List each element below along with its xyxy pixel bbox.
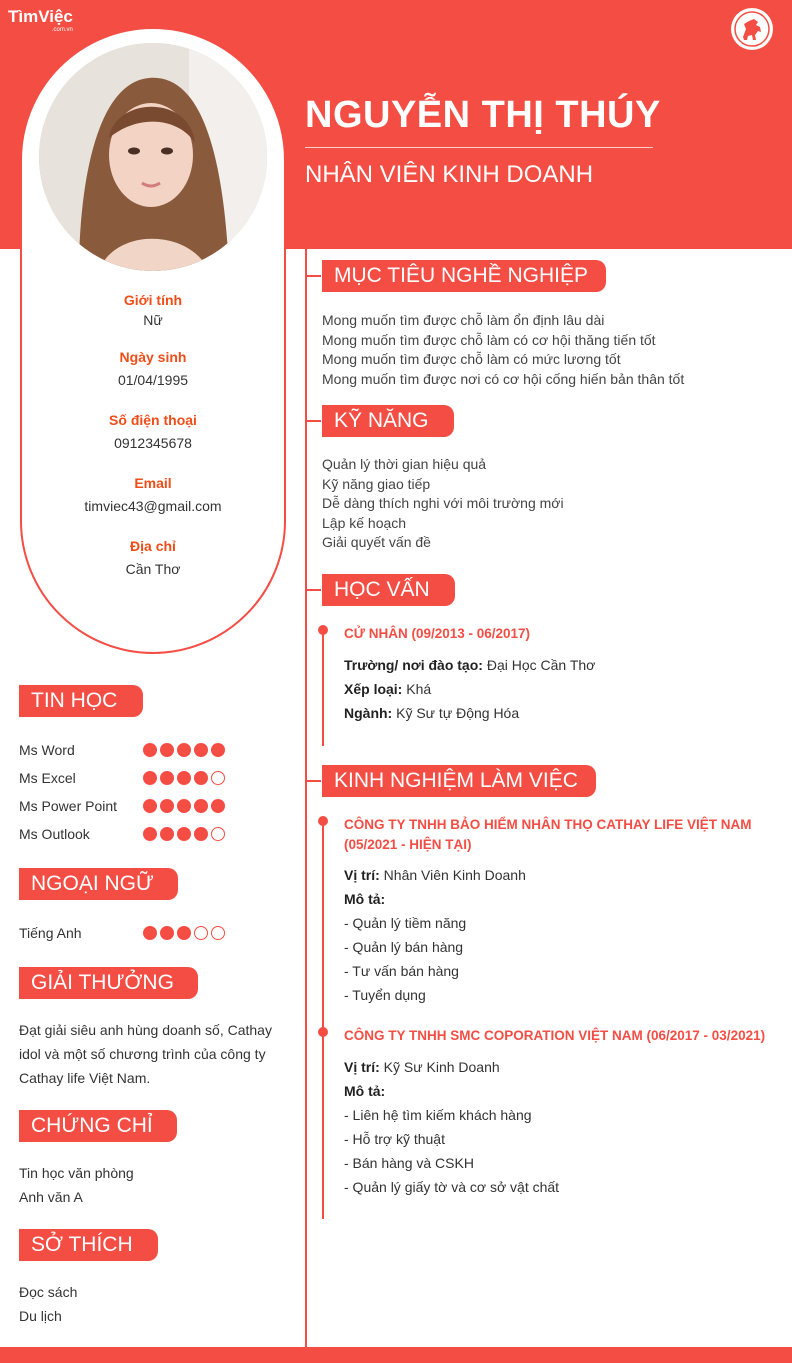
timeline-line xyxy=(322,630,324,746)
dob-label: Ngày sinh xyxy=(119,349,187,365)
job-position xyxy=(344,1055,500,1079)
skill-line: Kỹ năng giao tiếp xyxy=(322,475,431,492)
awards-heading: GIẢI THƯỞNG xyxy=(19,967,198,999)
education-heading: HỌC VẤN xyxy=(322,574,455,606)
job-task: - Bán hàng và CSKH xyxy=(344,1155,474,1171)
rating-name: Ms Word xyxy=(19,742,75,758)
rating-dot-filled xyxy=(177,771,191,785)
rating-dot-filled xyxy=(194,743,208,757)
rating-dot-empty xyxy=(211,771,225,785)
rating-dot-empty xyxy=(194,926,208,940)
rating-dots xyxy=(143,827,228,841)
job-company: CÔNG TY TNHH SMC COPORATION VIỆT NAM (06/2017 - 03/2021) xyxy=(344,1028,766,1043)
job-company: CÔNG TY TNHH BẢO HIỂM NHÂN THỌ CATHAY LIFE VIỆT NAM xyxy=(344,817,752,832)
job-task: - Quản lý tiềm năng xyxy=(344,915,467,931)
awards-text xyxy=(19,1018,272,1090)
email-block xyxy=(22,475,284,514)
major-value: Kỹ Sư tự Động Hóa xyxy=(396,705,520,721)
logo-brand: TìmViệc xyxy=(8,7,73,26)
skills-text xyxy=(322,455,564,553)
gender-block xyxy=(22,292,284,328)
section-tick xyxy=(307,420,321,422)
hobby-item: Du lịch xyxy=(19,1308,62,1324)
objective-line: Mong muốn tìm được chỗ làm ổn định lâu dài xyxy=(322,312,605,328)
major-label: Ngành: xyxy=(344,705,393,721)
rating-dot-filled xyxy=(160,827,174,841)
rating-dot-empty xyxy=(211,827,225,841)
job-task: - Quản lý bán hàng xyxy=(344,939,464,955)
position-value: Nhân Viên Kinh Doanh xyxy=(383,867,526,883)
job-desc-label xyxy=(344,887,385,911)
timeline-dot xyxy=(318,1027,328,1037)
rating-dot-filled xyxy=(143,771,157,785)
experience-heading: KINH NGHIỆM LÀM VIỆC xyxy=(322,765,596,797)
dob-block xyxy=(22,349,284,388)
rank-label: Xếp loại: xyxy=(344,681,403,697)
section-tick xyxy=(307,275,321,277)
rating-row xyxy=(19,768,239,788)
rating-dot-filled xyxy=(211,743,225,757)
rating-row xyxy=(19,824,239,844)
job-task: - Liên hệ tìm kiếm khách hàng xyxy=(344,1107,532,1123)
rating-name: Tiếng Anh xyxy=(19,925,82,941)
skills-heading: KỸ NĂNG xyxy=(322,405,454,437)
job-title xyxy=(344,815,752,855)
certificates-list xyxy=(19,1161,134,1209)
language-heading: NGOẠI NGỮ xyxy=(19,868,178,900)
rating-dot-filled xyxy=(143,743,157,757)
rating-dot-filled xyxy=(160,926,174,940)
rating-dot-filled xyxy=(194,827,208,841)
job-period: (05/2021 - HIỆN TẠI) xyxy=(344,837,472,852)
awards-line: Đạt giải siêu anh hùng doanh số, Cathay xyxy=(19,1022,272,1038)
email-value: timviec43@gmail.com xyxy=(84,498,222,514)
rating-dot-filled xyxy=(211,799,225,813)
section-tick xyxy=(307,780,321,782)
position-value: Kỹ Sư Kinh Doanh xyxy=(383,1059,500,1075)
gender-label: Giới tính xyxy=(123,292,183,308)
skill-line: Quản lý thời gian hiệu quả xyxy=(322,456,487,472)
section-tick xyxy=(307,589,321,591)
horse-logo-icon xyxy=(731,8,773,50)
job-task: - Tuyển dụng xyxy=(344,987,426,1003)
dob-value: 01/04/1995 xyxy=(117,372,189,388)
education-major xyxy=(344,701,519,725)
education-entry-title: CỬ NHÂN (09/2013 - 06/2017) xyxy=(344,626,531,641)
awards-line: Cathay life Việt Nam. xyxy=(19,1070,151,1086)
rating-dot-filled xyxy=(143,827,157,841)
rating-dot-filled xyxy=(143,799,157,813)
site-logo[interactable] xyxy=(8,8,73,33)
objective-line: Mong muốn tìm được nơi có cơ hội cống hiến bản thân tốt xyxy=(322,370,685,387)
address-label: Địa chỉ xyxy=(130,538,176,554)
education-school xyxy=(344,653,595,677)
address-value: Cần Thơ xyxy=(125,561,181,577)
rating-dot-filled xyxy=(143,926,157,940)
rating-dot-filled xyxy=(177,743,191,757)
job-task: - Hỗ trợ kỹ thuật xyxy=(344,1131,445,1147)
name-divider xyxy=(305,147,653,148)
education-rank xyxy=(344,677,431,701)
address-block xyxy=(22,538,284,577)
job-task: - Quản lý giấy tờ và cơ sở vật chất xyxy=(344,1179,560,1195)
rating-name: Ms Power Point xyxy=(19,798,118,814)
profile-card xyxy=(20,27,286,654)
rating-row xyxy=(19,923,239,943)
avatar xyxy=(39,43,267,271)
rating-dot-filled xyxy=(194,799,208,813)
rating-dot-filled xyxy=(160,743,174,757)
certificate-item: Tin học văn phòng xyxy=(19,1165,134,1181)
candidate-title: NHÂN VIÊN KINH DOANH xyxy=(305,161,594,188)
rating-dots xyxy=(143,771,228,785)
job-position xyxy=(344,863,526,887)
desc-label: Mô tả: xyxy=(344,891,386,907)
rating-dots xyxy=(143,743,228,757)
skill-line: Lập kế hoạch xyxy=(322,514,407,531)
job-task: - Tư vấn bán hàng xyxy=(344,963,459,979)
objective-text xyxy=(322,311,684,389)
objective-line: Mong muốn tìm được chỗ làm có mức lương tốt xyxy=(322,351,621,367)
skill-line: Giải quyết vấn đề xyxy=(322,534,431,550)
certificates-heading: CHỨNG CHỈ xyxy=(19,1110,177,1142)
footer-band xyxy=(0,1347,792,1363)
phone-block xyxy=(22,412,284,451)
rating-row xyxy=(19,796,239,816)
job-desc-label xyxy=(344,1079,385,1103)
hobbies-heading: SỞ THÍCH xyxy=(19,1229,158,1261)
skill-line: Dễ dàng thích nghi với môi trường mới xyxy=(322,495,564,511)
school-value: Đại Học Cần Thơ xyxy=(486,657,596,673)
timeline-dot xyxy=(318,625,328,635)
rating-name: Ms Excel xyxy=(19,770,76,786)
rating-dot-filled xyxy=(160,799,174,813)
rating-dot-empty xyxy=(211,926,225,940)
rating-dot-filled xyxy=(177,827,191,841)
hobbies-list xyxy=(19,1280,77,1328)
certificate-item: Anh văn A xyxy=(19,1189,83,1205)
job-title xyxy=(344,1026,765,1046)
candidate-name: NGUYỄN THỊ THÚY xyxy=(305,94,661,136)
it-heading: TIN HỌC xyxy=(19,685,143,717)
timeline-dot xyxy=(318,816,328,826)
hobby-item: Đọc sách xyxy=(19,1284,78,1300)
rating-dot-filled xyxy=(160,771,174,785)
rating-dots xyxy=(143,799,228,813)
rating-row xyxy=(19,740,239,760)
objective-line: Mong muốn tìm được chỗ làm có cơ hội thăng tiến tốt xyxy=(322,331,656,348)
timeline-line xyxy=(322,821,324,1219)
phone-value: 0912345678 xyxy=(114,435,192,451)
column-divider xyxy=(305,249,307,1347)
logo-sub: .com.vn xyxy=(51,27,73,33)
rating-dot-filled xyxy=(177,799,191,813)
rating-dots xyxy=(143,926,228,940)
awards-line: idol và một số chương trình của công ty xyxy=(19,1046,266,1062)
gender-value: Nữ xyxy=(143,312,163,328)
rating-name: Ms Outlook xyxy=(19,826,90,842)
phone-label: Số điện thoại xyxy=(109,412,197,428)
school-label: Trường/ nơi đào tạo: xyxy=(344,657,483,673)
position-label: Vị trí: xyxy=(344,1059,380,1075)
position-label: Vị trí: xyxy=(344,867,380,883)
rating-dot-filled xyxy=(194,771,208,785)
objective-heading: MỤC TIÊU NGHỀ NGHIỆP xyxy=(322,260,606,292)
email-label: Email xyxy=(134,475,172,491)
rank-value: Khá xyxy=(406,681,432,697)
rating-dot-filled xyxy=(177,926,191,940)
desc-label: Mô tả: xyxy=(344,1083,386,1099)
